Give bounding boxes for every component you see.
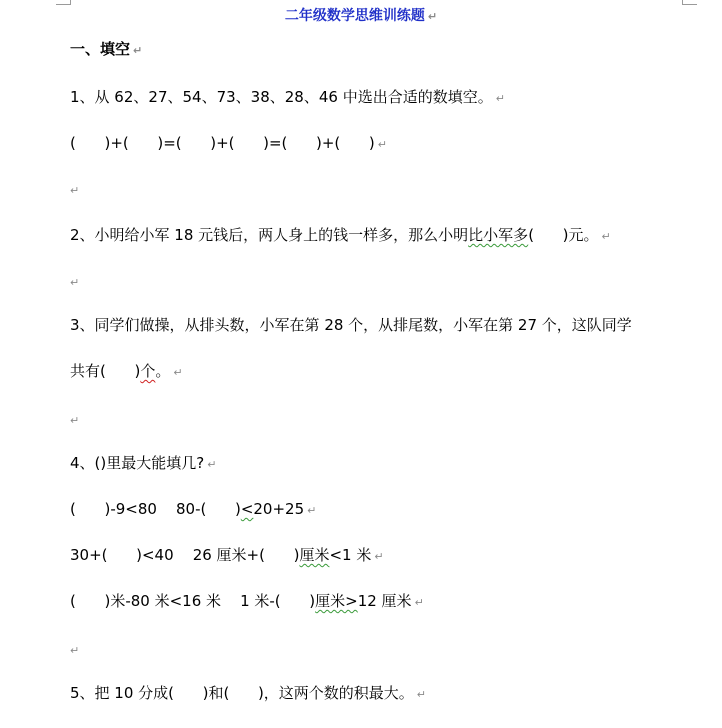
paragraph-mark: ↵ xyxy=(377,138,387,151)
paragraph-mark: ↵ xyxy=(414,596,424,609)
empty-paragraph xyxy=(70,178,702,202)
question-5-text: 5、把 10 分成( )和( )，这两个数的积最大。 ↵ xyxy=(70,684,427,702)
paragraph-mark: ↵ xyxy=(70,276,80,289)
paragraph-mark: ↵ xyxy=(207,458,217,471)
empty-paragraph xyxy=(70,270,702,294)
paragraph-mark: ↵ xyxy=(374,550,384,563)
grammar-underline: < xyxy=(240,500,254,518)
page-corner-right xyxy=(682,0,697,5)
question-3-line-1: 3、同学们做操，从排头数，小军在第 28 个，从排尾数，小军在第 27 个，这队同学 xyxy=(70,316,632,334)
question-4-row-1: ( )-9<80 80-( )<20+25 ↵ xyxy=(70,500,317,518)
section-heading: 一、填空 ↵ xyxy=(70,40,143,58)
paragraph-mark: ↵ xyxy=(133,44,143,57)
paragraph-mark: ↵ xyxy=(70,184,80,197)
empty-paragraph xyxy=(70,638,702,662)
question-1-text: 1、从 62、27、54、73、38、28、46 中选出合适的数填空。 ↵ xyxy=(70,88,505,106)
paragraph-mark: ↵ xyxy=(416,688,427,701)
question-4-row-3: ( )米-80 米<16 米 1 米-( )厘米>12 厘米 ↵ xyxy=(70,592,424,610)
paragraph-mark: ↵ xyxy=(427,10,438,23)
question-3-line-2: 共有( )个。 ↵ xyxy=(70,362,183,380)
grammar-underline: 厘米> xyxy=(315,592,358,610)
page-corner-left xyxy=(56,0,71,5)
question-4-text: 4、()里最大能填几? ↵ xyxy=(70,454,217,472)
paragraph-mark: ↵ xyxy=(70,644,80,657)
grammar-underline: 厘米 xyxy=(299,546,330,564)
question-1-blanks: ( )+( )=( )+( )=( )+( ) ↵ xyxy=(70,134,387,152)
empty-paragraph xyxy=(70,408,702,432)
paragraph-mark: ↵ xyxy=(495,92,505,105)
spelling-underline: 个 xyxy=(140,362,156,380)
question-4-row-2: 30+( )<40 26 厘米+( )厘米<1 米 ↵ xyxy=(70,546,384,564)
paragraph-mark: ↵ xyxy=(173,366,183,379)
question-2-text: 2、小明给小军 18 元钱后，两人身上的钱一样多，那么小明比小军多( )元。 ↵ xyxy=(70,226,611,244)
paragraph-mark: ↵ xyxy=(601,230,611,243)
grammar-underline: 比小军多 xyxy=(468,226,529,244)
document-title: 二年级数学思维训练题 ↵ xyxy=(284,8,438,24)
paragraph-mark: ↵ xyxy=(70,414,80,427)
paragraph-mark: ↵ xyxy=(307,504,317,517)
